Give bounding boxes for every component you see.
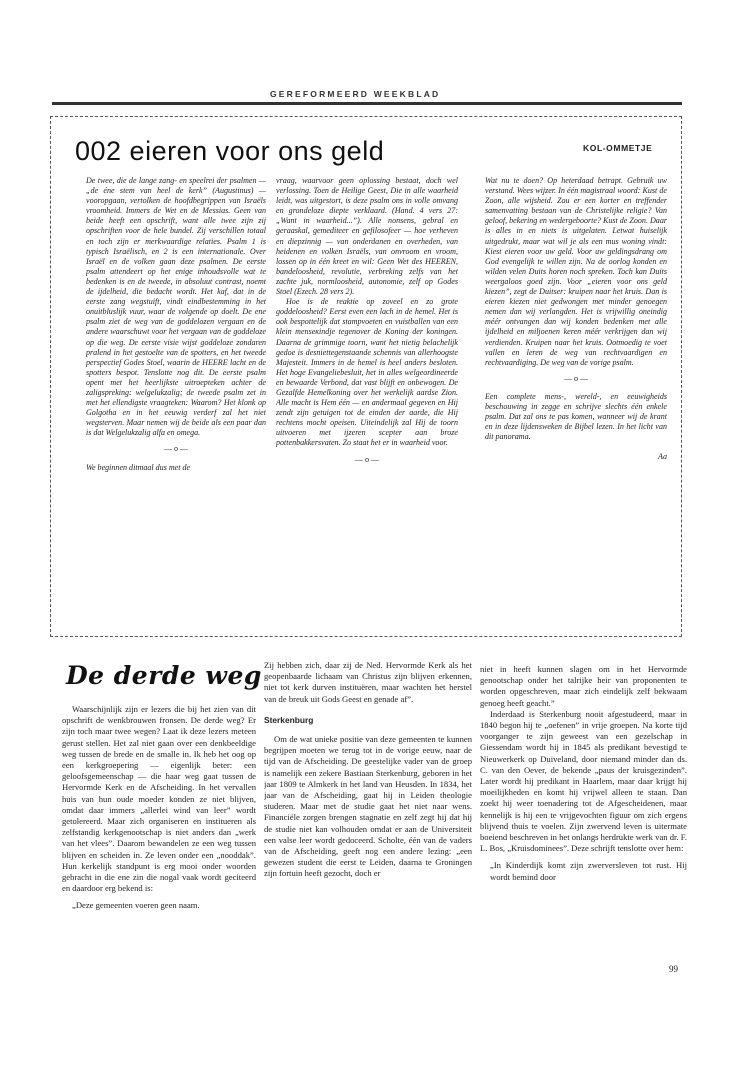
masthead: GEREFORMEERD WEEKBLAD bbox=[270, 89, 441, 99]
article-title: 002 eieren voor ons geld bbox=[75, 136, 385, 166]
section-column-2 bbox=[264, 660, 472, 960]
section-title: De derde weg bbox=[66, 661, 262, 690]
article-closing-note: Een complete mens-, wereld-, en eeuwigheids beschouwing in zegge en schrijve slechts één enkele psalm. Dat zal ons te pas komen, wanneer wij de krant en in deze lijdensweken de Bijbel lezen. In het licht van dit panorama. bbox=[485, 391, 667, 442]
separator: — o — bbox=[163, 444, 189, 454]
section-quote: „Deze gemeenten voeren geen naam. bbox=[72, 900, 200, 911]
article-column-1 bbox=[86, 176, 266, 616]
article-column-2 bbox=[276, 176, 458, 626]
article-paragraph: Hoe is de reaktie op zoveel en zo grote goddeloosheid? Eerst even een lach in de hemel. Het is ook bespottelijk dat stampvoeten en vuistballen van een klein menseкindje tegenover de Koning der koningen. Daarna de grimmige toorn, want het nietig belachelijk gedoe is desniettegenstaande schennis van allerhoogste Majesteit. Immers in de hemel is heel anders besloten. Het hoge Evangeliebesluit, het in alles welgeordineerde en bewaarde Verbond, dat vast blijft en onbewogen. De Gezalfde Hemelkoning over het werkelijk aardse Zion. Alle macht is Hem één — en andermaal gegeven en Hij zendt zijn getuigen tot de einden der aarde, die Hij rechtens mocht opeisen. Uiteindelijk zal Hij de toorn uitvoeren met ijzeren scepter aan broze pottenbakkersvaten. Zo staat het er in waarheid voor. bbox=[276, 297, 458, 448]
section-paragraph: niet in heeft kunnen slagen om in het Hervormde genootschap onder het talrijke heir van proponenten te worden opgeschreven, maar zich eindelijk zelf bekwaam genoeg heeft geacht.” bbox=[480, 664, 687, 708]
separator: — o — bbox=[354, 454, 380, 464]
section-paragraph: Waarschijnlijk zijn er lezers die bij het zien van dit opschrift de wenkbrouwen fronsen. De derde weg? Er zijn toch maar twee wegen? Laat ik deze lezers meteen gerust stellen. Het zal niet gaan over een denkbeeldige weg tussen de brede en de smalle in. Ik heb het oog op een kerkgroepering — eigenlijk beter: een geloofsgemeenschap — die haar weg gaat tussen de Hervormde Kerk en de Afscheiding. In het vervallen huis van hun oude moeder konden ze niet blijven, omdat daar immers „allerlei wind van leer” wordt getolereerd. Maar zich organiseren en institueren als zelfstandig kerkgenootschap is niet anders dan „werk van het vlees”. Daarom bewandelen ze een weg tussen blijven en scheiden in. Ze leven onder een „nooddak”. Hun kerkelijk standpunt is erg mooi onder woorden gebracht in die ene zin die nogal vaak wordt geciteerd en daardoor erg bekend is: bbox=[62, 704, 256, 894]
separator: — o — bbox=[563, 373, 589, 383]
masthead-rule bbox=[52, 102, 682, 105]
section-paragraph: Om de wat unieke positie van deze gemeenten te kunnen begrijpen moeten we terug tot in de vorige eeuw, naar de tijd van de Afscheiding. De geestelijke vader van de groep is namelijk een zekere Bastiaan Sterkenburg, geboren in het jaar 1809 te Almkerk in het land van Heusden. In 1834, het jaar van de Afscheiding, gaat hij in Leiden theologie studeren. Maar met de studie gaat het niet naar wens. Financiële zorgen brengen stagnatie en zelf zegt hij dat hij de studie niet kan volhouden omdat er aan de Universiteit een valse leer wordt gedoceerd. Scholte, één van de vaders van de Afscheiding, geeft nog een andere lezing: „een gewezen student die eerst te Leiden, daarna te Groningen zijn fortuin heeft gezocht, doch er bbox=[264, 734, 472, 879]
article-paragraph: De twee, die de lange zang- en speelrei der psalmen — „de éne stem van heel de kerk” (Augustinus) — vooropgaan, vertolken de hoofdbegrippen van Israëls vroomheid. Immers de Wet en de Messias. Geen van beide heeft een opschrift, want alle twee zijn zij opschriften voor de hele bundel. Zij verschillen totaal en toch zijn er merkwaardige relaties. Psalm 1 is typisch Israëlisch, en 2 is een internationale. Over Israël en de volken gaan deze psalmen. De eerste psalm attendeert op het enige inhoudsvolle wat te bedenken is en de tweede, in absoluut contrast, noemt de ijdelheid, die bedacht wordt. Het kaf, dat in de eerste zang wegstuift, vindt eindbestemming in het onuitbluslijk vuur, waar de volgende op doelt. De ene psalm ziet de weg van de goddelozen vergaan en de andere waarschuwt voor het vergaan van de goddeloze op die weg. De eerste visie wijst goddeloze zondaren pralend in het gestoelte van de spotters, en het tweede perspectief Godes Stoel, waarin de HEERE lacht en de spotters bespot. Tenslotte nog dit. De eerste psalm opent met het heerlijkste uitroepteken achter de zaligspreking: welgelukzalig; de tweede psalm zet in met het ellendigste vraagteken: Waarom? Het klonk op Golgotha en in het eeuwig verderf zal het niet wegsterven. Maar nemen wij de beide als een paar dan is dat Welgelukzalig alfa en omega. bbox=[86, 176, 266, 438]
author-signature: Aa bbox=[658, 452, 667, 462]
article-paragraph: We beginnen ditmaal dus met de bbox=[86, 462, 191, 472]
section-paragraph: Zij hebben zich, daar zij de Ned. Hervormde Kerk als het geopenbaarde lichaam van Christus zijn blijven erkennen, niet tot kerk durven instituëren, maar wachten het herstel van de breuk uit Gods Geest en genade af”. bbox=[264, 660, 472, 704]
section-paragraph: Inderdaad is Sterkenburg nooit afgestudeerd, maar in 1840 begon hij te „oefenen” in vrije groepen. Na korte tijd voorganger te zijn geweest van een gezelschap in Giessendam wordt hij in 1845 als predikant bevestigd te Nieuwerkerk op Duiveland, door niemand minder dan ds. C. van den Oever, de bekende „paus der kruisgezinden”. Later wordt hij predikant in Haarlem, maar daar krijgt hij moeilijkheden en komt hij vrijwel alleen te staan. Dan zoekt hij weer toenadering tot de Afgescheidenen, maar kennelijk is hij een te vrijgevochten figuur om zich ergens blijvend thuis te voelen. Zijn zwervend leven is uitermate boeiend beschreven in het onlangs herdrukte werk van dr. F. L. Bos, „Kruisdominees”. Deze schrijft tenslotte over hem: bbox=[480, 708, 687, 854]
column-kicker: KOL-OMMETJE bbox=[583, 143, 653, 153]
subheading: Sterkenburg bbox=[264, 714, 314, 725]
article-paragraph: Wat nu te doen? Op heterdaad betrapt. Gebruik uw verstand. Wees wijzer. In één magistraal woord: Kust de Zoon, alle wijsheid. Zou er een korter en treffender samenvatting bestaan van de Christelijke religie? Van geloof, bekering en wedergeboorte? Kust de Zoon. Daar is alles in en niets is uitgelaten. Letwat huiselijk uitgedrukt, maar wat wil je als een mus woning vindt: Kiest eieren voor uw geld. Voor uw geldingsdrang om God evengelijk te willen zijn. Na de oorlog konden en wilden velen Duits horen noch spreken. Toch kan Duits weergaloos goed zijn. Voor „eieren voor ons geld kiezen”, zegt de Duitser: kruipen naar het kruis. Dan is eieren kiezen niet gedwongen met minder genoegen nemen dan wij verlangden. Het is vrijwillig oneindig méér ontvangen dan wij konden bedenken met alle ijdelheid en miljoenen keren méér verkrijgen dan wij verdienden. Kruipen naar het kruis. Ootmoedig te voet vallen en leren de weg van rechtvaardigen en rechtvaardiging. De weg van de vorige psalm. bbox=[485, 176, 667, 367]
section-quote: „In Kinderdijk komt zijn zwerversleven tot rust. Hij wordt bemind door bbox=[490, 860, 687, 882]
article-paragraph: vraag, waarvoor geen oplossing bestaat, doch wel verlossing. Toen de Heilige Geest, Die in alle waarheid leidt, was uitgestort, is deze psalm ons in volle omvang en grondeloze diepte verklaard. (Hand. 4 vers 27: „Want in waarheid...”). Alle nonsens, gebral en geraaskal, gemediteer en gefilosofeer — hoe verheven en diepzinnig — van onderdanen en overheden, van heidenen en volken Israëls, van onvroom en vroom, lossen op in één kreet en wil: Geen Wet des HEEREN, bandeloosheid, revolutie, verbreking zelfs van het zachte juk, normloosheid, autonomie, zelf op Godes Stoel (Ezech. 28 vers 2). bbox=[276, 176, 458, 297]
section-column-1 bbox=[62, 704, 256, 954]
article-column-3 bbox=[485, 176, 667, 621]
page-number: 99 bbox=[669, 964, 678, 974]
section-column-3 bbox=[480, 664, 687, 964]
